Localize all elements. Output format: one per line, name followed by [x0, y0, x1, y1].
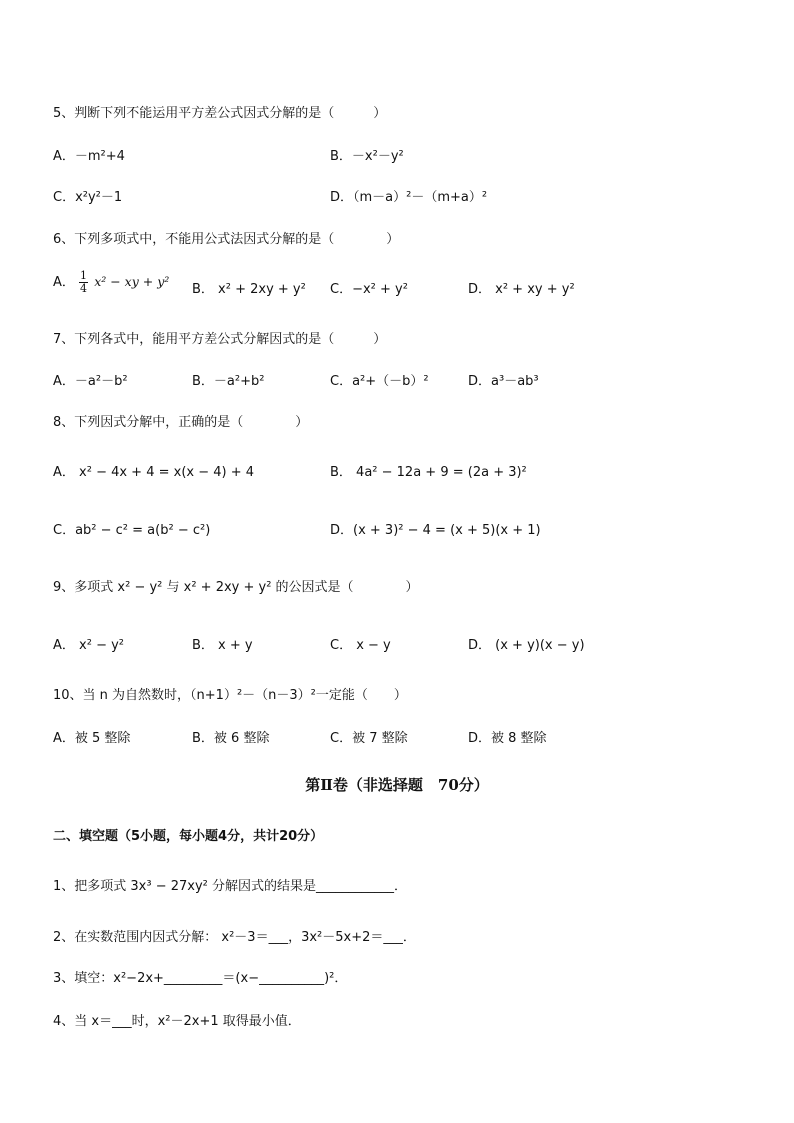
question-6-option-a-prefix: A． [53, 275, 75, 290]
question-9-option-d: D． (x + y)(x − y) [468, 638, 585, 653]
fraction-denominator: 4 [80, 282, 88, 295]
question-9-stem: 9、多项式 x² − y² 与 x² + 2xy + y² 的公因式是（ ） [53, 580, 419, 595]
question-6-option-a [53, 270, 169, 295]
fraction-numerator: 1 [80, 269, 88, 282]
question-6-option-b: B． x² + 2xy + y² [192, 282, 306, 297]
question-7-option-c: C．a²+（－b）² [330, 374, 429, 389]
section-2-title: 二、填空题（5小题，每小题4分，共计20分） [53, 829, 324, 844]
fill-question-4: 4、当 x＝___时，x²－2x+1 取得最小值． [53, 1014, 301, 1029]
question-8-option-d: D．(x + 3)² − 4 = (x + 5)(x + 1) [330, 523, 541, 538]
question-6-stem: 6、下列多项式中，不能用公式法因式分解的是（ ） [53, 232, 400, 247]
question-7-option-a: A．－a²－b² [53, 374, 128, 389]
question-10-stem: 10、当 n 为自然数时，（n+1）²－（n－3）²一定能（ ） [53, 688, 407, 703]
question-7-option-d: D．a³－ab³ [468, 374, 539, 389]
question-5-stem: 5、判断下列不能运用平方差公式因式分解的是（ ） [53, 106, 387, 121]
question-5-option-c: C．x²y²－1 [53, 190, 123, 205]
question-10-option-a: A．被 5 整除 [53, 731, 131, 746]
question-5-option-a: A．－m²+4 [53, 149, 125, 164]
question-10-option-c: C．被 7 整除 [330, 731, 408, 746]
question-9-option-c: C． x − y [330, 638, 391, 653]
fraction-one-quarter [79, 270, 88, 295]
question-8-stem: 8、下列因式分解中，正确的是（ ） [53, 415, 309, 430]
question-9-option-b: B． x + y [192, 638, 253, 653]
part-2-title: 第Ⅱ卷（非选择题 70分） [305, 776, 489, 794]
question-8-option-b: B． 4a² − 12a + 9 = (2a + 3)² [330, 465, 527, 480]
fill-question-1: 1、把多项式 3x³ − 27xy² 分解因式的结果是____________． [53, 879, 408, 894]
question-6-option-a-expression: x² − xy + y² [94, 274, 170, 289]
question-8-option-a: A． x² − 4x + 4 = x(x − 4) + 4 [53, 465, 255, 480]
fill-question-3: 3、填空：x²−2x+_________＝(x−__________)²． [53, 971, 348, 986]
question-10-option-d: D．被 8 整除 [468, 731, 547, 746]
question-9-option-a: A． x² − y² [53, 638, 124, 653]
question-6-option-d: D． x² + xy + y² [468, 282, 575, 297]
question-6-option-c: C．−x² + y² [330, 282, 408, 297]
question-5-option-d: D．（m－a）²－（m+a）² [330, 190, 488, 205]
question-5-option-b: B．－x²－y² [330, 149, 404, 164]
fill-question-2: 2、在实数范围内因式分解： x²－3＝___，3x²－5x+2＝___． [53, 930, 416, 945]
question-10-option-b: B．被 6 整除 [192, 731, 270, 746]
question-7-stem: 7、下列各式中，能用平方差公式分解因式的是（ ） [53, 332, 387, 347]
question-8-option-c: C．ab² − c² = a(b² − c²) [53, 523, 211, 538]
question-7-option-b: B．－a²+b² [192, 374, 265, 389]
